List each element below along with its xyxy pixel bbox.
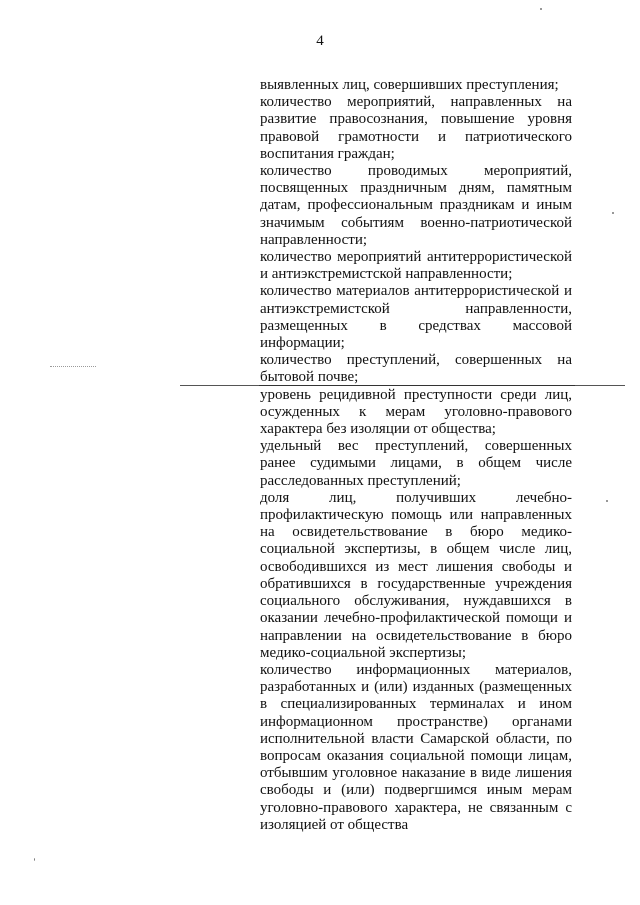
scan-speck	[612, 212, 614, 214]
scan-speck	[540, 8, 542, 10]
scan-artifact-dots	[50, 366, 96, 367]
list-item: количество проводимых мероприятий, посвященных праздничным дням, памятным датам, профессиональным праздникам и иным значимым событиям военно-патриотической направленности;	[260, 163, 572, 248]
horizontal-rule-left	[180, 385, 259, 386]
list-item: количество мероприятий антитеррористической и антиэкстремистской направленности;	[260, 249, 572, 283]
list-item: уровень рецидивной преступности среди лиц, осужденных к мерам уголовно-правового характера без изоляции от общества;	[260, 386, 572, 438]
list-item: количество информационных материалов, разработанных и (или) изданных (размещенных в специализированных терминалах и ином информационном пространстве) органами исполнительной власти Самарской области, по вопросам оказания социальной помощи лицам, отбывшим уголовное наказание в виде лишения свободы и (или) подвергшимся иным мерам уголовно-правового характера, не связанным с изоляцией от общества	[260, 661, 572, 833]
scan-speck	[34, 858, 35, 861]
list-item: выявленных лиц, совершивших преступления;	[260, 77, 559, 93]
list-item: количество материалов антитеррористической и антиэкстремистской направленности, размещенных в средствах массовой информации;	[260, 283, 572, 352]
page-number: 4	[316, 33, 324, 49]
document-body	[260, 77, 572, 834]
list-item: количество преступлений, совершенных на бытовой почве;	[260, 352, 572, 386]
list-item: удельный вес преступлений, совершенных ранее судимыми лицами, в общем числе расследованных преступлений;	[260, 438, 572, 489]
scan-speck	[606, 500, 608, 502]
list-item: доля лиц, получивших лечебно-профилактическую помощь или направленных на освидетельствование в бюро медико-социальной экспертизы, в общем числе лиц, освободившихся из мест лишения свободы и обратившихся в государственные учреждения социального обслуживания, нуждавшихся в оказании лечебно-профилактической помощи и направлении на освидетельствование в бюро медико-социальной экспертизы;	[260, 489, 572, 661]
list-item: количество мероприятий, направленных на развитие правосознания, повышение уровня правовой грамотности и патриотического воспитания граждан;	[260, 94, 572, 162]
horizontal-rule-right	[575, 385, 625, 386]
